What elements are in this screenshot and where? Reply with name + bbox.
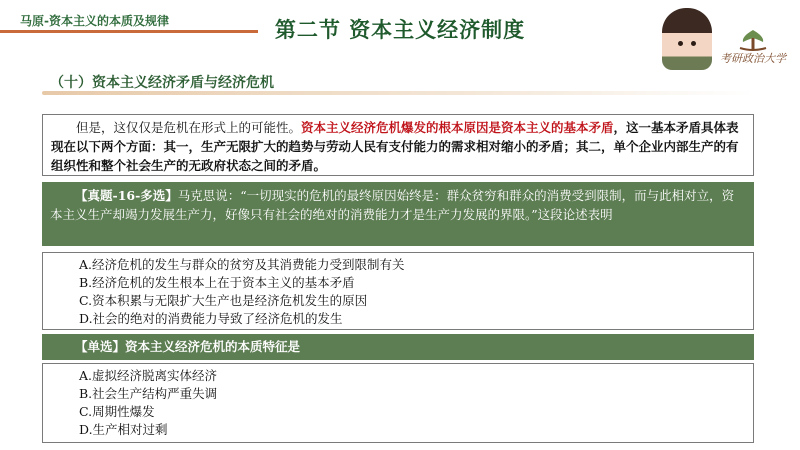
subtitle-underline xyxy=(42,91,754,95)
question-1-text: 马克思说：“一切现实的危机的最终原因始终是：群众贫穷和群众的消费受到限制，而与此相对立，资本主义生产却竭力发展生产力，好像只有社会的绝对的消费能力才是生产力发展的界限。”这段论述表明 xyxy=(50,188,735,222)
question-1-tag: 【真题-16-多选】 xyxy=(75,188,178,203)
option-item: D.社会的绝对的消费能力导致了经济危机的发生 xyxy=(79,311,343,326)
presenter-avatar xyxy=(662,8,712,70)
explanation-paragraph xyxy=(42,114,754,176)
option-item: A.经济危机的发生与群众的贫穷及其消费能力受到限制有关 xyxy=(79,257,405,272)
paragraph-highlight: 资本主义经济危机爆发的根本原因是资本主义的基本矛盾 xyxy=(301,120,614,135)
eye-icon xyxy=(691,41,696,46)
eye-icon xyxy=(678,41,683,46)
question-1-stem xyxy=(42,182,754,246)
brand-logo xyxy=(712,26,794,66)
question-2-stem: 【单选】资本主义经济危机的本质特征是 xyxy=(42,334,754,360)
logo-text: 考研政治大学 xyxy=(720,52,786,65)
option-item: A.虚拟经济脱离实体经济 xyxy=(79,368,218,383)
section-subtitle: （十）资本主义经济矛盾与经济危机 xyxy=(50,75,274,91)
paragraph-intro: 但是，这仅仅是危机在形式上的可能性。 xyxy=(76,120,302,135)
option-item: D.生产相对过剩 xyxy=(79,422,168,437)
question-2-options xyxy=(42,363,754,443)
course-label: 马原-资本主义的本质及规律 xyxy=(20,14,169,28)
question-1-options xyxy=(42,252,754,330)
option-item: B.经济危机的发生根本上在于资本主义的基本矛盾 xyxy=(79,275,355,290)
paragraph-rest: ，这一基本矛盾具体表现在以下两个方面：其一，生产无限扩大的趋势与劳动人民有支付能力的需求相对缩小的矛盾；其二，单个企业内部生产的有组织性和整个社会生产的无政府状态之间的矛盾。 xyxy=(51,120,739,173)
option-item: C.资本积累与无限扩大生产也是经济危机发生的原因 xyxy=(79,293,368,308)
option-item: B.社会生产结构严重失调 xyxy=(79,386,218,401)
option-item: C.周期性爆发 xyxy=(79,404,155,419)
page-title: 第二节 资本主义经济制度 xyxy=(274,18,526,42)
